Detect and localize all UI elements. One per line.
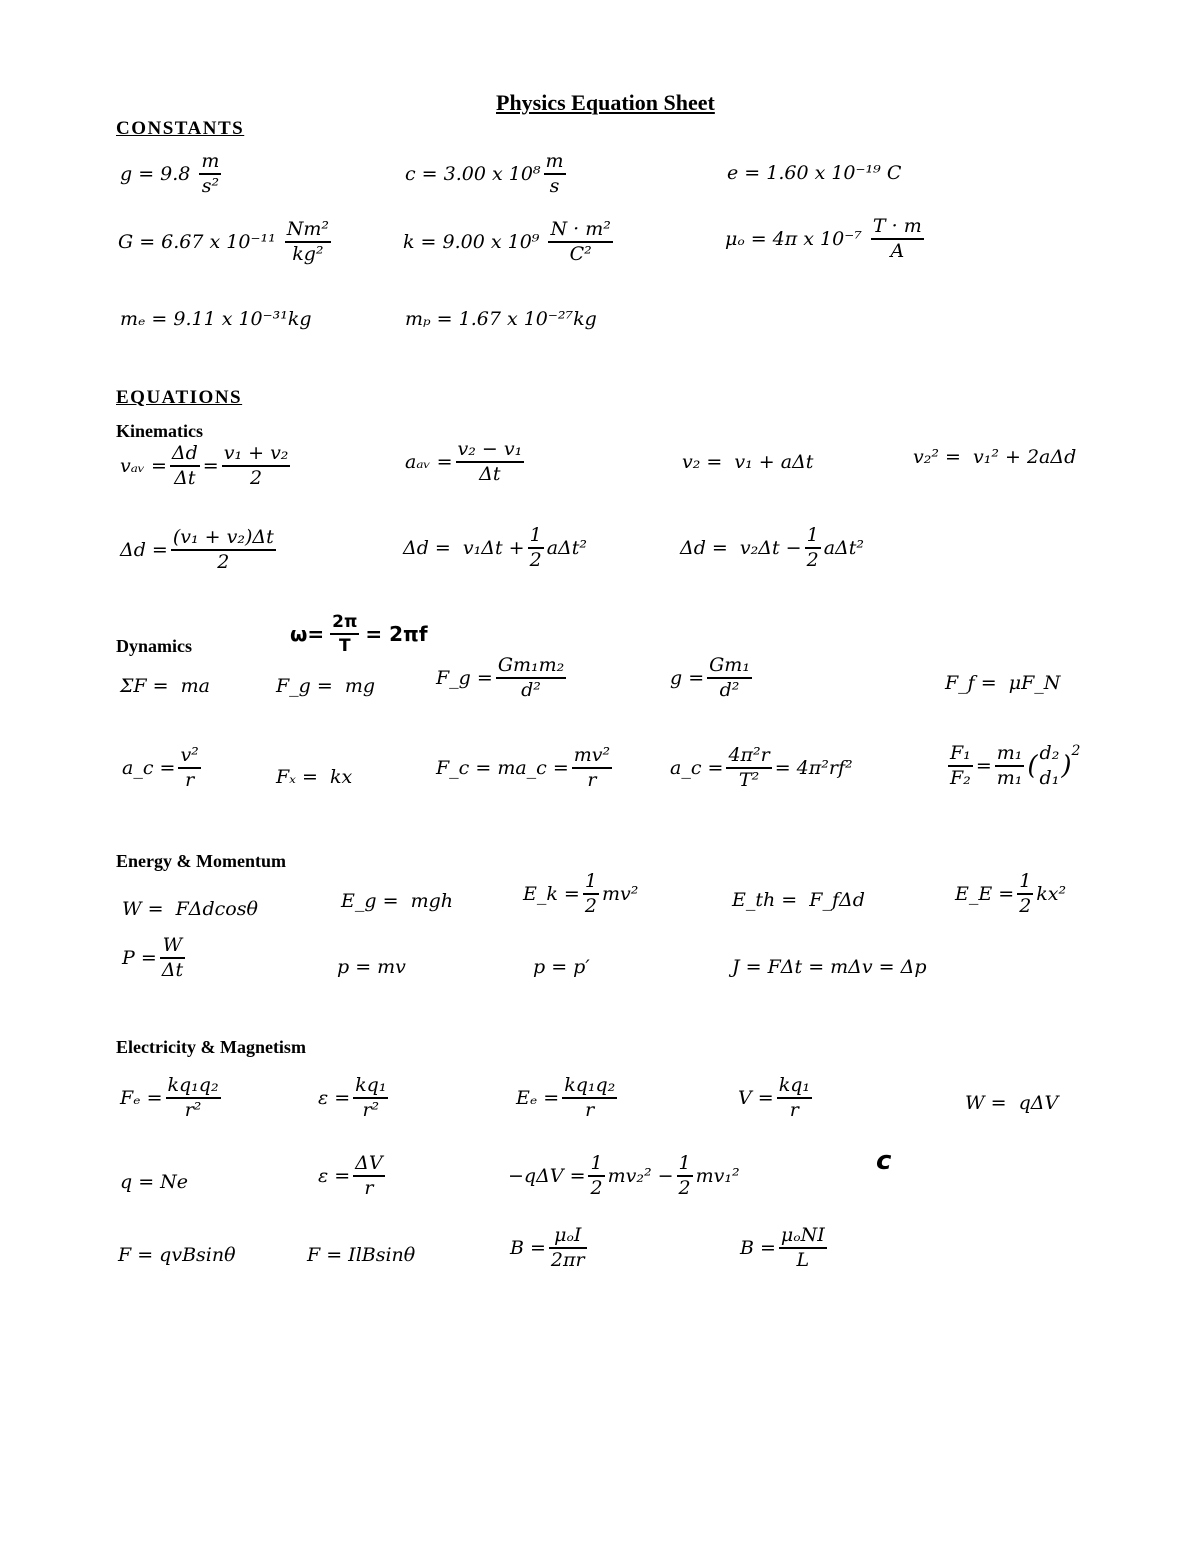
- equation-magnetic-force-charge: F = qvBsinθ: [118, 1244, 236, 1266]
- equation-charge-energy-conservation: −qΔV = $\frac{1}{2}$ mv₂² − $\frac{1}{2}$ mv₁²: [508, 1152, 740, 1199]
- equation-displacement-average: Δd = $\frac{\text{(v₁ + v₂)Δt}}{2}$: [120, 526, 274, 573]
- equation-displacement-v2: Δd = v₂Δt − $\frac{1}{2}$ aΔt²: [680, 524, 864, 571]
- equation-field-potential: ε = $\frac{\Delta V}{r}$: [318, 1152, 383, 1199]
- equation-coulomb-force: Fₑ = $\frac{\text{kq₁q₂}}{\text{r²}}$: [120, 1074, 219, 1121]
- equation-field-straight-wire: B = $\frac{\text{μₒI}}{2\pi r}$: [510, 1224, 585, 1271]
- equation-elastic-energy: E_E = $\frac{1}{2}$ kx²: [955, 870, 1067, 917]
- electricity-magnetism-heading: Electricity & Magnetism: [116, 1037, 306, 1057]
- equation-velocity-squared: v₂² = v₁² + 2aΔd: [913, 446, 1077, 468]
- equation-centripetal-period: a_c = $\frac{\text{4π²r}}{\text{T²}}$ = 4π²rf²: [670, 744, 853, 791]
- constant-mp: mₚ = 1.67 x 10⁻²⁷kg: [405, 308, 597, 330]
- equation-average-acceleration: aₐᵥ = $\frac{\text{v₂ − v₁}}{\Delta t}$: [405, 438, 523, 485]
- page-title: Physics Equation Sheet: [496, 90, 715, 115]
- equation-electric-field: ε = $\frac{\text{kq₁}}{\text{r²}}$: [318, 1074, 387, 1121]
- equation-displacement-v1: Δd = v₁Δt + $\frac{1}{2}$ aΔt²: [403, 524, 587, 571]
- dynamics-heading: Dynamics: [116, 636, 192, 656]
- constant-mu0: μₒ = 4π x 10⁻⁷ $\frac{T \cdot m}{A}$: [725, 215, 922, 262]
- equation-gravity-force: F_g = mg: [276, 675, 376, 697]
- equation-centripetal-force: F_c = ma_c = $\frac{\text{mv²}}{r}$: [436, 744, 611, 791]
- equation-centripetal-acceleration: a_c = $\frac{\text{v²}}{r}$: [122, 744, 199, 791]
- equation-impulse: J = FΔt = mΔv = Δp: [732, 956, 927, 978]
- equation-charge: q = Ne: [120, 1171, 189, 1193]
- constant-g: g = 9.8 $\frac{m}{\text{s²}}$: [120, 150, 220, 197]
- equation-power: P = $\frac{W}{\Delta t}$: [122, 934, 184, 981]
- equation-momentum-conservation: p = p′: [533, 956, 590, 978]
- equation-gravity-ratio: $\frac{\text{F₁}}{\text{F₂}}$ = $\frac{\text{m₁}}{\text{m₁}}$ ( d₂ d₁ ) $^2$: [950, 742, 1081, 789]
- equation-final-velocity: v₂ = v₁ + aΔt: [682, 451, 814, 473]
- equation-electric-potential: V = $\frac{\text{kq₁}}{r}$: [738, 1074, 810, 1121]
- constant-G: G = 6.67 x 10⁻¹¹ $\frac{\text{Nm²}}{\text{kg²}}$: [118, 218, 330, 265]
- equation-spring-force: Fₓ = kx: [276, 766, 353, 788]
- constant-k: k = 9.00 x 10⁹ $\frac{\text{N · m²}}{\text{C²}}$: [403, 218, 611, 265]
- handwritten-angular-frequency-note: ω= $\frac{2\pi}{T}$ = 2πf: [290, 612, 428, 656]
- equation-gravitational-field: g = $\frac{\text{Gm₁}}{\text{d²}}$: [670, 654, 750, 701]
- constant-e: e = 1.60 x 10⁻¹⁹ C: [727, 162, 902, 184]
- equation-momentum: p = mv: [337, 956, 406, 978]
- equation-universal-gravitation: F_g = $\frac{\text{Gm₁m₂}}{\text{d²}}$: [436, 654, 565, 701]
- equation-magnetic-force-wire: F = IlBsinθ: [307, 1244, 416, 1266]
- equation-friction-force: F_f = μF_N: [945, 672, 1061, 694]
- kinematics-heading: Kinematics: [116, 421, 203, 441]
- constants-heading: CONSTANTS: [116, 118, 245, 139]
- equation-work: W = FΔdcosθ: [122, 898, 258, 920]
- equation-gravitational-energy: E_g = mgh: [341, 890, 453, 912]
- equation-electric-work: W = qΔV: [965, 1092, 1059, 1114]
- equation-thermal-energy: E_th = F_fΔd: [732, 889, 865, 911]
- equation-net-force: ΣF = ma: [120, 675, 210, 697]
- handwritten-stray-mark: c: [876, 1146, 892, 1176]
- equation-electric-potential-energy: Eₑ = $\frac{\text{kq₁q₂}}{r}$: [516, 1074, 616, 1121]
- constant-me: mₑ = 9.11 x 10⁻³¹kg: [120, 308, 312, 330]
- equations-heading: EQUATIONS: [116, 387, 243, 408]
- equation-field-solenoid: B = $\frac{\text{μₒNI}}{L}$: [740, 1224, 825, 1271]
- equation-average-velocity: vₐᵥ = $\frac{\Delta d}{\Delta t}$ = $\frac{\text{v₁ + v₂}}{2}$: [120, 442, 289, 489]
- energy-momentum-heading: Energy & Momentum: [116, 851, 286, 871]
- constant-c: c = 3.00 x 10⁸ $\frac{m}{s}$: [405, 150, 564, 197]
- equation-kinetic-energy: E_k = $\frac{1}{2}$ mv²: [523, 870, 639, 917]
